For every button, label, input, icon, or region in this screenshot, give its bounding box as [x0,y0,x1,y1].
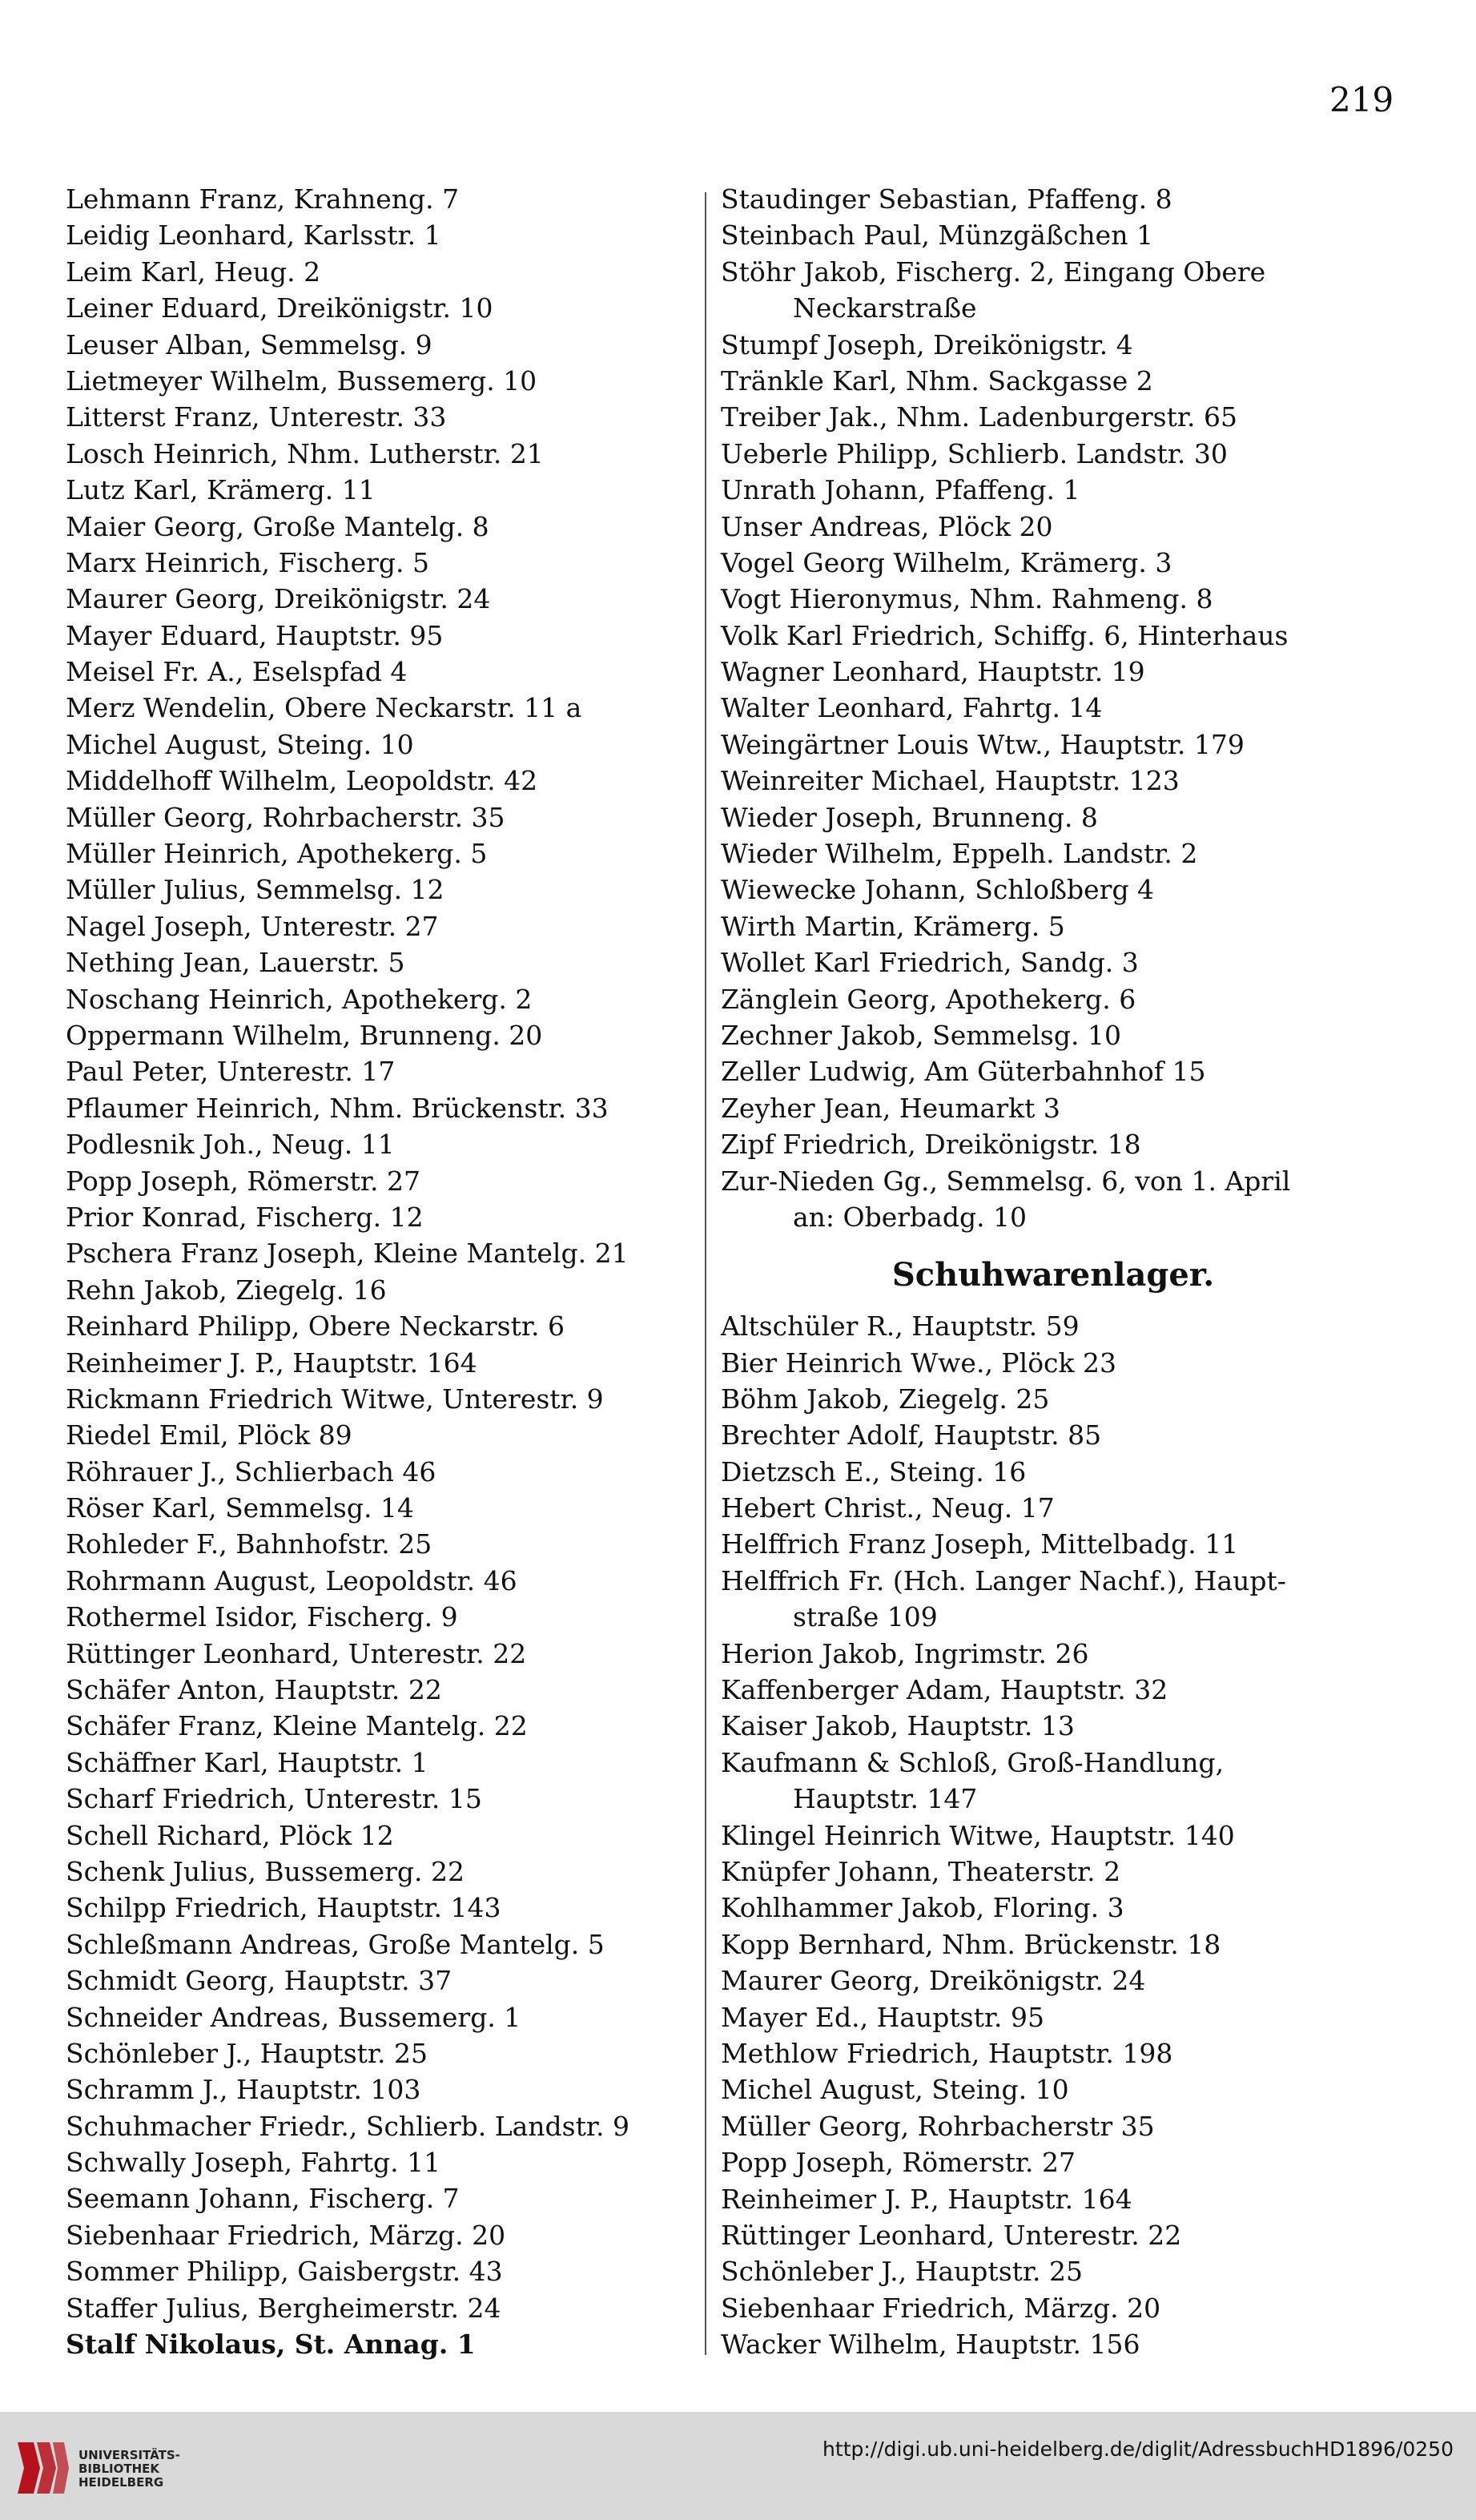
directory-entry: Wieder Wilhelm, Eppelh. Landstr. 2 [721,838,1198,870]
directory-entry: Podlesnik Joh., Neug. 11 [66,1129,395,1161]
directory-entry: Sommer Philipp, Gaisbergstr. 43 [66,2256,503,2288]
directory-entry: Staudinger Sebastian, Pfaffeng. 8 [721,183,1172,215]
directory-entry: Rickmann Friedrich Witwe, Unterestr. 9 [66,1383,604,1415]
directory-entry: Lutz Karl, Krämerg. 11 [66,474,376,506]
directory-entry: Schwally Joseph, Fahrtg. 11 [66,2147,441,2179]
directory-entry: Helffrich Fr. (Hch. Langer Nachf.), Haupt- [721,1564,1286,1596]
directory-entry: Steinbach Paul, Münzgäßchen 1 [721,219,1153,252]
directory-entry: Litterst Franz, Unterestr. 33 [66,401,447,433]
directory-entry: Siebenhaar Friedrich, Märzg. 20 [721,2292,1161,2324]
directory-entry: Hauptstr. 147 [793,1783,978,1815]
directory-entry: an: Oberbadg. 10 [793,1201,1028,1233]
directory-entry: Kaffenberger Adam, Hauptstr. 32 [721,1674,1168,1706]
right-column [721,181,1386,2362]
directory-entry: Schilpp Friedrich, Hauptstr. 143 [66,1892,501,1924]
directory-entry: Oppermann Wilhelm, Brunneng. 20 [66,1019,543,1051]
directory-entry: Leiner Eduard, Dreikönigstr. 10 [66,292,493,324]
logo-line-1: UNIVERSITÄTS- [78,2448,180,2462]
directory-entry: Nagel Joseph, Unterestr. 27 [66,910,439,942]
directory-entry: Leim Karl, Heug. 2 [66,256,321,288]
directory-entry: Rothermel Isidor, Fischerg. 9 [66,1601,458,1633]
directory-entry: Müller Georg, Rohrbacherstr. 35 [66,801,505,833]
directory-entry: Vogt Hieronymus, Nhm. Rahmeng. 8 [721,583,1213,615]
directory-entry: Stumpf Joseph, Dreikönigstr. 4 [721,328,1133,360]
directory-entry: Wacker Wilhelm, Hauptstr. 156 [721,2329,1140,2361]
directory-entry: Schmidt Georg, Hauptstr. 37 [66,1965,452,1997]
directory-entry: Rüttinger Leonhard, Unterestr. 22 [721,2219,1182,2251]
directory-entry: Wirth Martin, Krämerg. 5 [721,910,1065,942]
directory-entry: Weinreiter Michael, Hauptstr. 123 [721,765,1180,797]
library-logo-text [78,2449,180,2490]
directory-entry: Meisel Fr. A., Eselspfad 4 [66,656,408,688]
directory-entry: Brechter Adolf, Hauptstr. 85 [721,1419,1102,1451]
directory-entry: Schäfer Anton, Hauptstr. 22 [66,1674,442,1706]
directory-entry: Maurer Georg, Dreikönigstr. 24 [721,1965,1146,1997]
directory-entry: Bier Heinrich Wwe., Plöck 23 [721,1347,1117,1379]
directory-entry: Mayer Eduard, Hauptstr. 95 [66,619,444,651]
directory-entry: Marx Heinrich, Fischerg. 5 [66,546,430,578]
directory-entry: Zur-Nieden Gg., Semmelsg. 6, von 1. April [721,1165,1291,1197]
directory-entry: Nething Jean, Lauerstr. 5 [66,947,405,979]
directory-entry: Maier Georg, Große Mantelg. 8 [66,510,489,542]
directory-entry: Pflaumer Heinrich, Nhm. Brückenstr. 33 [66,1092,609,1124]
directory-entry: Middelhoff Wilhelm, Leopoldstr. 42 [66,765,538,797]
directory-entry: Hebert Christ., Neug. 17 [721,1492,1055,1524]
directory-entry: Rüttinger Leonhard, Unterestr. 22 [66,1637,527,1669]
section-heading: Schuhwarenlager. [891,1256,1215,1294]
directory-entry: Schuhmacher Friedr., Schlierb. Landstr. 9 [66,2110,629,2142]
directory-entry: Unrath Johann, Pfaffeng. 1 [721,474,1080,506]
directory-entry: Stöhr Jakob, Fischerg. 2, Eingang Obere [721,256,1266,288]
directory-entry: Volk Karl Friedrich, Schiffg. 6, Hinterhaus [721,619,1289,651]
directory-entry: Reinhard Philipp, Obere Neckarstr. 6 [66,1310,565,1343]
directory-entry: Mayer Ed., Hauptstr. 95 [721,2001,1044,2033]
directory-entry: Zechner Jakob, Semmelsg. 10 [721,1019,1121,1051]
directory-entry: Riedel Emil, Plöck 89 [66,1419,352,1451]
library-logo[interactable] [13,2428,189,2508]
directory-entry: Pschera Franz Joseph, Kleine Mantelg. 21 [66,1238,629,1270]
directory-entry: Wieder Joseph, Brunneng. 8 [721,801,1098,833]
directory-entry: Schleßmann Andreas, Große Mantelg. 5 [66,1928,605,1960]
directory-entry: Knüpfer Johann, Theaterstr. 2 [721,1855,1121,1887]
logo-line-3: HEIDELBERG [78,2475,164,2490]
directory-entry: Losch Heinrich, Nhm. Lutherstr. 21 [66,437,544,469]
directory-entry: Schönleber J., Hauptstr. 25 [721,2256,1084,2288]
directory-entry: Kohlhammer Jakob, Floring. 3 [721,1892,1124,1924]
directory-entry: Rohrmann August, Leopoldstr. 46 [66,1564,517,1596]
page-number: 219 [1329,80,1394,119]
directory-entry: Ueberle Philipp, Schlierb. Landstr. 30 [721,437,1228,469]
logo-line-2: BIBLIOTHEK [78,2462,159,2476]
directory-entry: Walter Leonhard, Fahrtg. 14 [721,692,1103,724]
directory-entry: straße 109 [793,1601,938,1633]
directory-entry: Tränkle Karl, Nhm. Sackgasse 2 [721,364,1153,397]
directory-entry: Schneider Andreas, Bussemerg. 1 [66,2001,521,2033]
directory-entry: Wagner Leonhard, Hauptstr. 19 [721,656,1145,688]
directory-entry: Paul Peter, Unterestr. 17 [66,1056,396,1088]
directory-entry: Seemann Johann, Fischerg. 7 [66,2183,460,2215]
directory-entry: Reinheimer J. P., Hauptstr. 164 [66,1347,477,1379]
directory-entry: Kopp Bernhard, Nhm. Brückenstr. 18 [721,1928,1221,1960]
directory-entry: Siebenhaar Friedrich, Märzg. 20 [66,2219,506,2251]
directory-entry: Neckarstraße [793,292,977,324]
directory-entry: Schäffner Karl, Hauptstr. 1 [66,1746,428,1778]
directory-entry: Schäfer Franz, Kleine Mantelg. 22 [66,1710,528,1742]
directory-entry: Staffer Julius, Bergheimerstr. 24 [66,2292,501,2324]
directory-entry: Rehn Jakob, Ziegelg. 16 [66,1274,387,1306]
directory-entry: Weingärtner Louis Wtw., Hauptstr. 179 [721,728,1245,760]
directory-entry: Michel August, Steing. 10 [66,728,414,760]
directory-entry: Kaufmann & Schloß, Groß-Handlung, [721,1746,1225,1778]
directory-entry: Röhrauer J., Schlierbach 46 [66,1455,436,1487]
directory-entry: Maurer Georg, Dreikönigstr. 24 [66,583,491,615]
directory-entry: Zeyher Jean, Heumarkt 3 [721,1092,1060,1124]
directory-entry: Leidig Leonhard, Karlsstr. 1 [66,219,441,252]
directory-entry: Leuser Alban, Semmelsg. 9 [66,328,432,360]
directory-entry: Dietzsch E., Steing. 16 [721,1455,1027,1487]
column-divider [705,192,706,2355]
directory-entry: Böhm Jakob, Ziegelg. 25 [721,1383,1050,1415]
directory-entry: Helffrich Franz Joseph, Mittelbadg. 11 [721,1528,1239,1560]
directory-entry: Zeller Ludwig, Am Güterbahnhof 15 [721,1056,1206,1088]
directory-entry: Zipf Friedrich, Dreikönigstr. 18 [721,1129,1141,1161]
directory-entry: Müller Georg, Rohrbacherstr 35 [721,2110,1155,2142]
directory-entry: Vogel Georg Wilhelm, Krämerg. 3 [721,546,1172,578]
directory-entry: Müller Julius, Semmelsg. 12 [66,874,444,906]
directory-entry: Treiber Jak., Nhm. Ladenburgerstr. 65 [721,401,1237,433]
left-column [66,181,698,2362]
source-url-link[interactable]: http://digi.ub.uni-heidelberg.de/diglit/AdressbuchHD1896/0250 [822,2437,1454,2461]
directory-entry: Klingel Heinrich Witwe, Hauptstr. 140 [721,1819,1235,1851]
directory-entry: Noschang Heinrich, Apothekerg. 2 [66,983,533,1015]
directory-entry: Schramm J., Hauptstr. 103 [66,2074,421,2106]
directory-entry: Wollet Karl Friedrich, Sandg. 3 [721,947,1139,979]
directory-entry: Reinheimer J. P., Hauptstr. 164 [721,2183,1132,2215]
directory-entry: Popp Joseph, Römerstr. 27 [721,2147,1076,2179]
footer-bar [0,2412,1476,2520]
directory-entry: Prior Konrad, Fischerg. 12 [66,1201,424,1233]
directory-entry: Schönleber J., Hauptstr. 25 [66,2037,428,2069]
directory-entry: Schenk Julius, Bussemerg. 22 [66,1855,465,1887]
directory-entry: Stalf Nikolaus, St. Annag. 1 [66,2329,476,2361]
directory-entry: Michel August, Steing. 10 [721,2074,1069,2106]
directory-entry: Altschüler R., Hauptstr. 59 [721,1310,1080,1343]
directory-entry: Zänglein Georg, Apothekerg. 6 [721,983,1136,1015]
library-logo-icon [13,2436,70,2500]
directory-entry: Lehmann Franz, Krahneng. 7 [66,183,460,215]
directory-entry: Müller Heinrich, Apothekerg. 5 [66,838,488,870]
directory-entry: Popp Joseph, Römerstr. 27 [66,1165,421,1197]
directory-entry: Schell Richard, Plöck 12 [66,1819,394,1851]
directory-entry: Rohleder F., Bahnhofstr. 25 [66,1528,432,1560]
directory-entry: Wiewecke Johann, Schloßberg 4 [721,874,1155,906]
directory-entry: Unser Andreas, Plöck 20 [721,510,1053,542]
directory-entry: Kaiser Jakob, Hauptstr. 13 [721,1710,1075,1742]
directory-entry: Lietmeyer Wilhelm, Bussemerg. 10 [66,364,537,397]
directory-entry: Röser Karl, Semmelsg. 14 [66,1492,414,1524]
directory-entry: Merz Wendelin, Obere Neckarstr. 11 a [66,692,582,724]
directory-entry: Herion Jakob, Ingrimstr. 26 [721,1637,1089,1669]
directory-entry: Methlow Friedrich, Hauptstr. 198 [721,2037,1173,2069]
directory-entry: Scharf Friedrich, Unterestr. 15 [66,1783,482,1815]
